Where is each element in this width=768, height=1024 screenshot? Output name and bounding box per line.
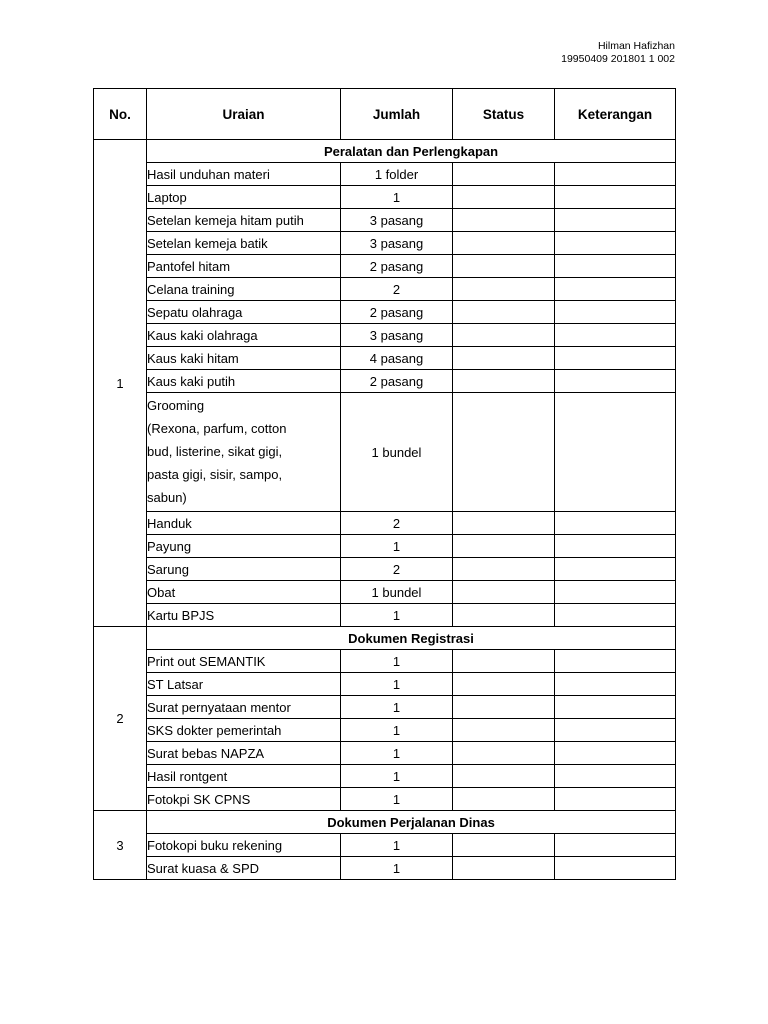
item-description-line: (Rexona, parfum, cotton — [147, 421, 287, 436]
item-status — [453, 765, 555, 788]
item-description: Sarung — [147, 558, 341, 581]
item-description: Print out SEMANTIK — [147, 650, 341, 673]
item-status — [453, 719, 555, 742]
item-description: Surat kuasa & SPD — [147, 857, 341, 880]
item-status — [453, 347, 555, 370]
item-status — [453, 370, 555, 393]
item-note — [555, 324, 676, 347]
table-row — [94, 278, 676, 301]
item-quantity: 1 — [341, 535, 453, 558]
item-description — [147, 393, 341, 512]
item-description: Surat bebas NAPZA — [147, 742, 341, 765]
item-quantity: 1 — [341, 604, 453, 627]
item-status — [453, 604, 555, 627]
table-row — [94, 857, 676, 880]
item-description: Obat — [147, 581, 341, 604]
item-note — [555, 301, 676, 324]
item-quantity: 1 — [341, 834, 453, 857]
item-status — [453, 324, 555, 347]
table-row — [94, 581, 676, 604]
item-description: Setelan kemeja hitam putih — [147, 209, 341, 232]
item-status — [453, 232, 555, 255]
owner-nip: 19950409 201801 1 002 — [561, 53, 675, 65]
header-row — [94, 89, 676, 140]
table-row — [94, 512, 676, 535]
item-note — [555, 558, 676, 581]
item-note — [555, 255, 676, 278]
section-number: 3 — [94, 811, 147, 880]
item-description-line: Grooming — [147, 398, 205, 413]
item-description: Kaus kaki hitam — [147, 347, 341, 370]
header-keterangan: Keterangan — [555, 89, 676, 140]
item-description: Sepatu olahraga — [147, 301, 341, 324]
table-row — [94, 719, 676, 742]
table-row — [94, 558, 676, 581]
table-row — [94, 393, 676, 512]
item-quantity: 1 folder — [341, 163, 453, 186]
item-quantity: 2 pasang — [341, 301, 453, 324]
item-description: Kaus kaki putih — [147, 370, 341, 393]
table-row — [94, 301, 676, 324]
item-note — [555, 278, 676, 301]
item-note — [555, 788, 676, 811]
section-title: Dokumen Registrasi — [147, 627, 676, 650]
item-status — [453, 255, 555, 278]
item-quantity: 1 — [341, 673, 453, 696]
section-title-row — [94, 140, 676, 163]
item-description: Kaus kaki olahraga — [147, 324, 341, 347]
item-quantity: 1 bundel — [341, 581, 453, 604]
table-row — [94, 186, 676, 209]
item-description: Handuk — [147, 512, 341, 535]
checklist-table — [93, 88, 676, 880]
item-description: Surat pernyataan mentor — [147, 696, 341, 719]
item-status — [453, 186, 555, 209]
item-quantity: 1 — [341, 696, 453, 719]
item-note — [555, 673, 676, 696]
item-status — [453, 512, 555, 535]
item-quantity: 1 — [341, 765, 453, 788]
table-row — [94, 209, 676, 232]
item-description: Fotokpi SK CPNS — [147, 788, 341, 811]
item-quantity: 3 pasang — [341, 324, 453, 347]
table-row — [94, 696, 676, 719]
item-note — [555, 163, 676, 186]
table-row — [94, 347, 676, 370]
table-row — [94, 834, 676, 857]
item-note — [555, 370, 676, 393]
section-title: Dokumen Perjalanan Dinas — [147, 811, 676, 834]
item-quantity: 2 — [341, 278, 453, 301]
table-row — [94, 673, 676, 696]
header-no: No. — [94, 89, 147, 140]
item-quantity: 1 — [341, 788, 453, 811]
table-row — [94, 255, 676, 278]
item-status — [453, 209, 555, 232]
item-description: ST Latsar — [147, 673, 341, 696]
item-description-line: sabun) — [147, 490, 187, 505]
section-title-row — [94, 627, 676, 650]
section-title: Peralatan dan Perlengkapan — [147, 140, 676, 163]
item-status — [453, 393, 555, 512]
item-description: Fotokopi buku rekening — [147, 834, 341, 857]
item-status — [453, 535, 555, 558]
table-row — [94, 650, 676, 673]
item-status — [453, 673, 555, 696]
item-quantity: 2 — [341, 558, 453, 581]
header-uraian: Uraian — [147, 89, 341, 140]
section-number: 1 — [94, 140, 147, 627]
item-description: Kartu BPJS — [147, 604, 341, 627]
item-quantity: 2 pasang — [341, 370, 453, 393]
owner-info — [561, 40, 675, 66]
item-description-line: pasta gigi, sisir, sampo, — [147, 467, 283, 482]
item-note — [555, 581, 676, 604]
table-row — [94, 742, 676, 765]
item-description: Hasil unduhan materi — [147, 163, 341, 186]
item-status — [453, 558, 555, 581]
item-description: SKS dokter pemerintah — [147, 719, 341, 742]
table-row — [94, 765, 676, 788]
item-note — [555, 834, 676, 857]
item-status — [453, 278, 555, 301]
item-note — [555, 535, 676, 558]
item-note — [555, 765, 676, 788]
section-title-row — [94, 811, 676, 834]
item-quantity: 1 — [341, 186, 453, 209]
header-jumlah: Jumlah — [341, 89, 453, 140]
item-quantity: 2 pasang — [341, 255, 453, 278]
item-description: Laptop — [147, 186, 341, 209]
owner-name: Hilman Hafizhan — [597, 40, 675, 52]
item-status — [453, 788, 555, 811]
item-status — [453, 742, 555, 765]
item-quantity: 1 — [341, 857, 453, 880]
item-quantity: 3 pasang — [341, 209, 453, 232]
item-note — [555, 347, 676, 370]
table-row — [94, 788, 676, 811]
table-row — [94, 163, 676, 186]
item-note — [555, 512, 676, 535]
item-status — [453, 696, 555, 719]
item-description: Pantofel hitam — [147, 255, 341, 278]
item-note — [555, 857, 676, 880]
table-row — [94, 232, 676, 255]
item-description: Hasil rontgent — [147, 765, 341, 788]
item-quantity: 1 — [341, 650, 453, 673]
item-note — [555, 232, 676, 255]
table-row — [94, 324, 676, 347]
item-note — [555, 393, 676, 512]
table-row — [94, 370, 676, 393]
item-description: Celana training — [147, 278, 341, 301]
item-status — [453, 857, 555, 880]
item-quantity: 2 — [341, 512, 453, 535]
item-quantity: 4 pasang — [341, 347, 453, 370]
section-number: 2 — [94, 627, 147, 811]
item-status — [453, 834, 555, 857]
item-status — [453, 650, 555, 673]
item-description-line: bud, listerine, sikat gigi, — [147, 444, 283, 459]
item-note — [555, 209, 676, 232]
table-body — [94, 140, 676, 880]
item-status — [453, 163, 555, 186]
item-quantity: 3 pasang — [341, 232, 453, 255]
item-quantity: 1 — [341, 742, 453, 765]
table-row — [94, 535, 676, 558]
header-status: Status — [453, 89, 555, 140]
item-note — [555, 604, 676, 627]
item-note — [555, 650, 676, 673]
item-description: Setelan kemeja batik — [147, 232, 341, 255]
item-note — [555, 719, 676, 742]
item-note — [555, 186, 676, 209]
item-note — [555, 696, 676, 719]
item-status — [453, 301, 555, 324]
item-quantity: 1 bundel — [341, 393, 453, 512]
table-row — [94, 604, 676, 627]
item-quantity: 1 — [341, 719, 453, 742]
item-status — [453, 581, 555, 604]
item-note — [555, 742, 676, 765]
item-description: Payung — [147, 535, 341, 558]
